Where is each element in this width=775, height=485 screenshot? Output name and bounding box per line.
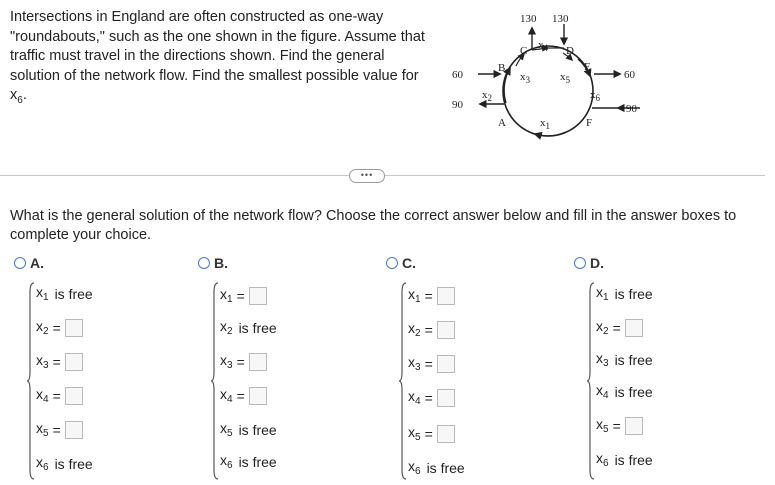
option-c-row-x5: [408, 424, 455, 443]
option-c-letter: C.: [402, 255, 416, 271]
variable-name: x: [220, 286, 227, 302]
variable-subscript: 1: [227, 294, 233, 305]
label-x6: $x_6$: [590, 89, 600, 103]
variable-name: x: [408, 354, 415, 370]
option-d-letter: D.: [590, 255, 604, 271]
is-free-label: is free: [614, 351, 653, 368]
equals-sign: =: [424, 425, 433, 442]
variable-subscript: 4: [43, 394, 49, 405]
variable-label: [408, 286, 421, 305]
label-right-out: 60: [624, 69, 635, 81]
variable-subscript: 3: [43, 360, 49, 371]
answer-box-x4[interactable]: [65, 387, 83, 405]
label-left-in: 60: [452, 69, 463, 81]
variable-subscript: 5: [43, 428, 49, 439]
option-b-row-x4: [220, 386, 267, 405]
variable-subscript: 5: [603, 424, 609, 435]
variable-subscript: 6: [603, 458, 609, 469]
equals-sign: =: [52, 353, 61, 370]
variable-subscript: 2: [227, 326, 233, 337]
problem-line-4: solution of the network flow. Find the smallest possible value for: [10, 67, 419, 84]
variable-name: x: [408, 424, 415, 440]
variable-name: x: [596, 416, 603, 432]
node-f: F: [586, 117, 593, 129]
option-c-radio[interactable]: [386, 257, 398, 269]
option-a-row-x3: [36, 352, 83, 371]
variable-name: x: [36, 386, 43, 402]
option-d-row-x6: [596, 450, 653, 469]
label-x4: $x_4$: [538, 39, 548, 53]
variable-label: [220, 286, 233, 305]
variable-label: [596, 284, 609, 303]
option-a-row-x4: [36, 386, 83, 405]
answer-box-x2[interactable]: [437, 321, 455, 339]
option-d-row-x2: [596, 318, 643, 337]
option-b[interactable]: [198, 254, 277, 471]
option-b-brace: [211, 282, 219, 480]
option-a-radio[interactable]: [14, 257, 26, 269]
variable-label: [36, 386, 49, 405]
equals-sign: =: [236, 353, 245, 370]
option-d-radio[interactable]: [574, 257, 586, 269]
variable-label: [408, 354, 421, 373]
is-free-label: is free: [238, 319, 277, 336]
option-c-row-x4: [408, 388, 455, 407]
variable-subscript: 5: [415, 432, 421, 443]
variable-label: [220, 352, 233, 371]
answer-box-x3[interactable]: [437, 355, 455, 373]
option-c-row-x6: [408, 458, 465, 477]
option-d-row-x1: [596, 284, 653, 303]
problem-line-2: "roundabouts," such as the one shown in the figure. Assume that: [10, 28, 425, 45]
problem-line-3: traffic must travel in the directions shown. Find the general: [10, 48, 385, 64]
equals-sign: =: [612, 319, 621, 336]
variable-name: x: [220, 386, 227, 402]
variable-label: [220, 318, 233, 337]
variable-subscript: 6: [227, 460, 233, 471]
label-x2: $x_2$: [482, 89, 492, 103]
option-c-row-x1: [408, 286, 455, 305]
option-c[interactable]: [386, 254, 465, 477]
option-a-row-x2: [36, 318, 83, 337]
variable-name: x: [408, 320, 415, 336]
label-left-out: 90: [452, 99, 463, 111]
variable-subscript: 4: [415, 396, 421, 407]
question-text: What is the general solution of the network flow? Choose the correct answer below and fill in the answer boxes to complete your choice.: [10, 208, 737, 243]
variable-name: x: [596, 350, 603, 366]
is-free-label: is free: [426, 459, 465, 476]
option-d-brace: [587, 282, 595, 480]
variable-label: [596, 382, 609, 401]
variable-subscript: 1: [43, 292, 49, 303]
label-top-right: 130: [552, 13, 569, 25]
equals-sign: =: [52, 387, 61, 404]
variable-name: x: [408, 388, 415, 404]
is-free-label: is free: [54, 455, 93, 472]
variable-name: x: [36, 454, 43, 470]
option-c-header[interactable]: [386, 254, 416, 272]
answer-box-x1[interactable]: [437, 287, 455, 305]
option-a-row-x6: [36, 454, 93, 473]
variable-name: x: [36, 352, 43, 368]
variable-label: [220, 452, 233, 471]
answer-box-x5[interactable]: [65, 421, 83, 439]
variable-label: [596, 450, 609, 469]
answer-box-x5[interactable]: [437, 425, 455, 443]
answer-box-x4[interactable]: [437, 389, 455, 407]
is-free-label: is free: [238, 453, 277, 470]
variable-name: x: [596, 318, 603, 334]
is-free-label: is free: [54, 285, 93, 302]
is-free-label: is free: [614, 383, 653, 400]
option-d-row-x5: [596, 416, 643, 435]
variable-subscript: 2: [415, 328, 421, 339]
variable-subscript: 5: [227, 428, 233, 439]
answer-box-x3[interactable]: [249, 353, 267, 371]
label-top-left: 130: [520, 13, 537, 25]
option-a-letter: A.: [30, 255, 44, 271]
variable-subscript: 6: [415, 466, 421, 477]
problem-var-sub: 6: [17, 94, 23, 106]
option-b-row-x2: [220, 318, 277, 337]
variable-subscript: 4: [227, 394, 233, 405]
variable-label: [220, 386, 233, 405]
problem-line-1: Intersections in England are often constructed as one-way: [10, 9, 384, 25]
node-a: A: [498, 117, 506, 129]
equals-sign: =: [424, 389, 433, 406]
variable-subscript: 2: [603, 326, 609, 337]
variable-label: [408, 424, 421, 443]
option-a-brace: [27, 282, 35, 480]
variable-label: [408, 320, 421, 339]
equals-sign: =: [52, 319, 61, 336]
variable-name: x: [36, 318, 43, 334]
node-c: C: [520, 45, 528, 57]
variable-name: x: [596, 450, 603, 466]
equals-sign: =: [424, 355, 433, 372]
option-a-row-x5: [36, 420, 83, 439]
label-x1: $x_1$: [540, 117, 550, 131]
node-e: E: [584, 61, 591, 73]
variable-name: x: [220, 318, 227, 334]
variable-label: [36, 454, 49, 473]
variable-label: [36, 352, 49, 371]
answer-box-x5[interactable]: [625, 417, 643, 435]
variable-subscript: 1: [603, 292, 609, 303]
variable-name: x: [36, 420, 43, 436]
option-d-row-x3: [596, 350, 653, 369]
variable-subscript: 2: [43, 326, 49, 337]
equals-sign: =: [236, 387, 245, 404]
label-x5: $x_5$: [560, 71, 570, 85]
node-d: D: [566, 45, 574, 57]
option-d-header[interactable]: [574, 254, 604, 272]
equals-sign: =: [612, 417, 621, 434]
option-b-row-x3: [220, 352, 267, 371]
variable-label: [36, 284, 49, 303]
variable-label: [596, 350, 609, 369]
label-right-in: 90: [626, 103, 637, 115]
answer-box-x1[interactable]: [249, 287, 267, 305]
variable-label: [596, 318, 609, 337]
option-a-header[interactable]: [14, 254, 44, 272]
is-free-label: is free: [238, 421, 277, 438]
answer-box-x3[interactable]: [65, 353, 83, 371]
option-c-brace: [399, 282, 407, 480]
variable-name: x: [36, 284, 43, 300]
variable-label: [408, 388, 421, 407]
variable-label: [36, 318, 49, 337]
variable-name: x: [408, 286, 415, 302]
variable-subscript: 3: [415, 362, 421, 373]
option-b-row-x6: [220, 452, 277, 471]
variable-name: x: [596, 382, 603, 398]
option-b-row-x1: [220, 286, 267, 305]
x1-arrow: [535, 132, 566, 136]
option-a-row-x1: [36, 284, 93, 303]
problem-end: .: [22, 87, 27, 103]
variable-label: [596, 416, 609, 435]
node-b: B: [498, 62, 506, 74]
option-c-row-x3: [408, 354, 455, 373]
variable-subscript: 3: [603, 358, 609, 369]
equals-sign: =: [236, 287, 245, 304]
option-b-radio[interactable]: [198, 257, 210, 269]
variable-name: x: [220, 352, 227, 368]
label-x3: $x_3$: [520, 71, 530, 85]
more-button[interactable]: •••: [349, 169, 385, 183]
is-free-label: is free: [614, 451, 653, 468]
variable-label: [220, 420, 233, 439]
answer-box-x2[interactable]: [65, 319, 83, 337]
equals-sign: =: [52, 421, 61, 438]
answer-box-x2[interactable]: [625, 319, 643, 337]
equals-sign: =: [424, 321, 433, 338]
answer-box-x4[interactable]: [249, 387, 267, 405]
problem-text: [10, 8, 430, 110]
option-a[interactable]: [14, 254, 93, 473]
problem-var: x: [10, 87, 18, 103]
option-b-header[interactable]: [198, 254, 228, 272]
option-b-letter: B.: [214, 255, 228, 271]
option-c-row-x2: [408, 320, 455, 339]
variable-label: [36, 420, 49, 439]
variable-name: x: [596, 284, 603, 300]
variable-subscript: 1: [415, 294, 421, 305]
variable-label: [408, 458, 421, 477]
variable-name: x: [220, 420, 227, 436]
is-free-label: is free: [614, 285, 653, 302]
roundabout-figure: [440, 8, 660, 148]
option-d-row-x4: [596, 382, 653, 401]
variable-name: x: [408, 458, 415, 474]
variable-subscript: 3: [227, 360, 233, 371]
equals-sign: =: [424, 287, 433, 304]
variable-name: x: [220, 452, 227, 468]
variable-subscript: 4: [603, 390, 609, 401]
option-d[interactable]: [574, 254, 653, 469]
variable-subscript: 6: [43, 462, 49, 473]
option-b-row-x5: [220, 420, 277, 439]
